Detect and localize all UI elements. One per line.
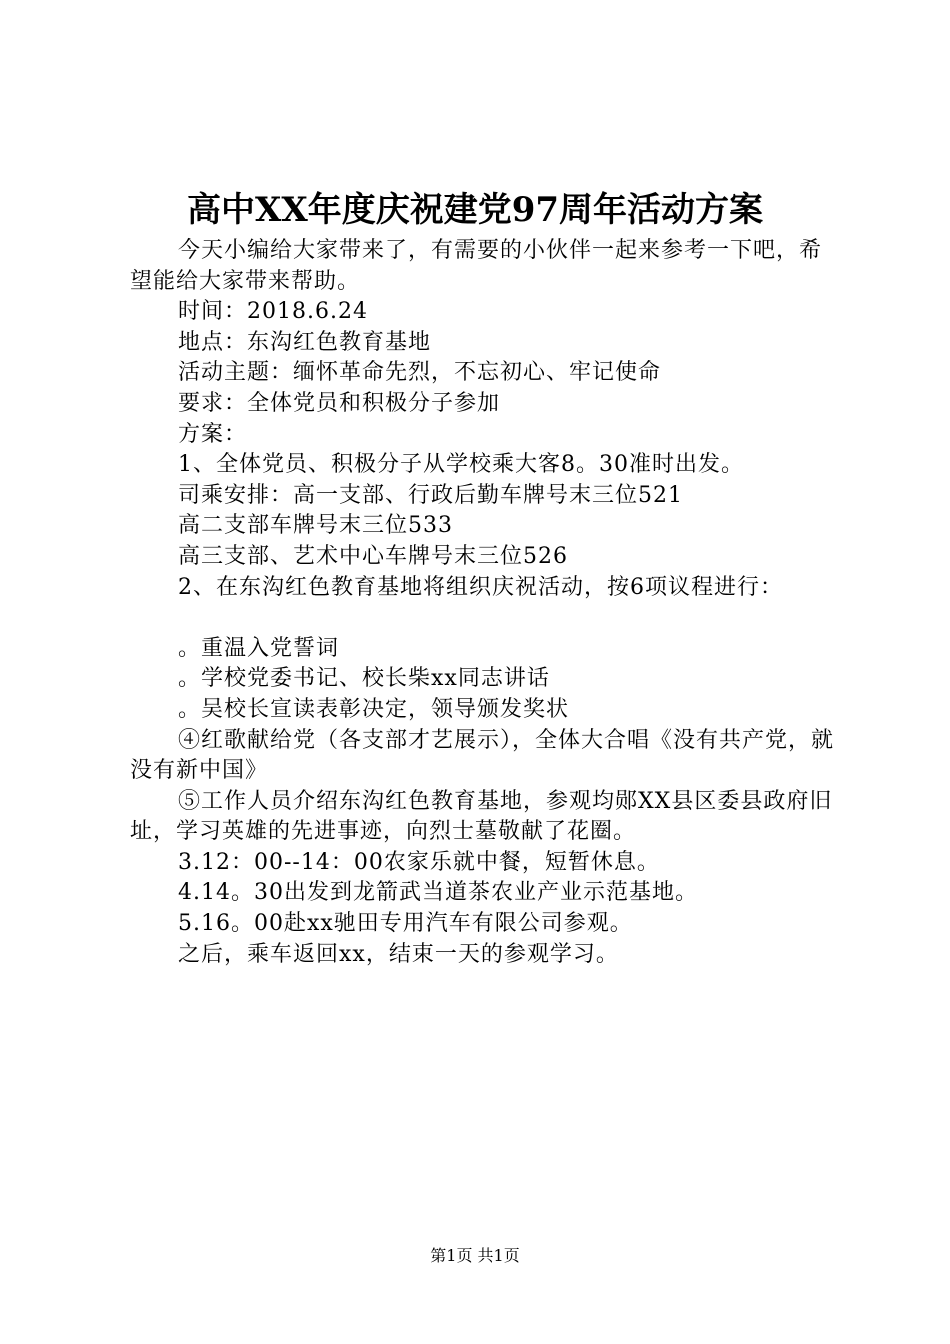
paragraph-requirement: 要求：全体党员和积极分子参加 xyxy=(178,390,501,416)
paragraph-plan-5: 5.16。00赴xx驰田专用汽车有限公司参观。 xyxy=(178,911,633,937)
paragraph-plan-4: 4.14。30出发到龙箭武当道茶农业产业示范基地。 xyxy=(178,880,698,906)
paragraph-agenda-3: 。吴校长宣读表彰决定，领导颁发奖状 xyxy=(178,696,570,722)
document-body xyxy=(130,236,840,970)
paragraph-plan-heading: 方案： xyxy=(178,421,248,447)
paragraph-vehicle-arrangement: 司乘安排：高一支部、行政后勤车牌号末三位521 xyxy=(178,482,683,508)
paragraph-closing: 之后，乘车返回xx，结束一天的参观学习。 xyxy=(178,941,619,967)
paragraph-agenda-2: 。学校党委书记、校长柴xx同志讲话 xyxy=(178,666,550,692)
paragraph-agenda-1: 。重温入党誓词 xyxy=(178,635,340,661)
paragraph-agenda-5: ⑤工作人员介绍东沟红色教育基地，参观均郧XX县区委县政府旧址，学习英雄的先进事迹，向烈士墓敬献了花圈。 xyxy=(130,788,833,845)
paragraph-plan-1: 1、全体党员、积极分子从学校乘大客8。30准时出发。 xyxy=(178,452,744,478)
paragraph-plan-2: 2、在东沟红色教育基地将组织庆祝活动，按6项议程进行： xyxy=(178,574,783,600)
paragraph-location: 地点：东沟红色教育基地 xyxy=(178,329,432,355)
paragraph-vehicle-2: 高二支部车牌号末三位533 xyxy=(178,513,453,539)
document-title: 高中XX年度庆祝建党97周年活动方案 xyxy=(186,190,764,230)
paragraph-plan-3: 3.12：00--14：00农家乐就中餐，短暂休息。 xyxy=(178,849,660,875)
blank-line xyxy=(130,603,840,634)
paragraph-vehicle-3: 高三支部、艺术中心车牌号末三位526 xyxy=(178,543,568,569)
paragraph-agenda-4: ④红歌献给党（各支部才艺展示），全体大合唱《没有共产党，就没有新中国》 xyxy=(130,727,835,784)
paragraph-theme: 活动主题：缅怀革命先烈，不忘初心、牢记使命 xyxy=(178,360,662,386)
paragraph-time: 时间：2018.6.24 xyxy=(178,299,368,325)
paragraph-intro: 今天小编给大家带来了，有需要的小伙伴一起来参考一下吧，希望能给大家带来帮助。 xyxy=(130,238,823,294)
page-footer: 第1页 共1页 xyxy=(430,1246,520,1265)
